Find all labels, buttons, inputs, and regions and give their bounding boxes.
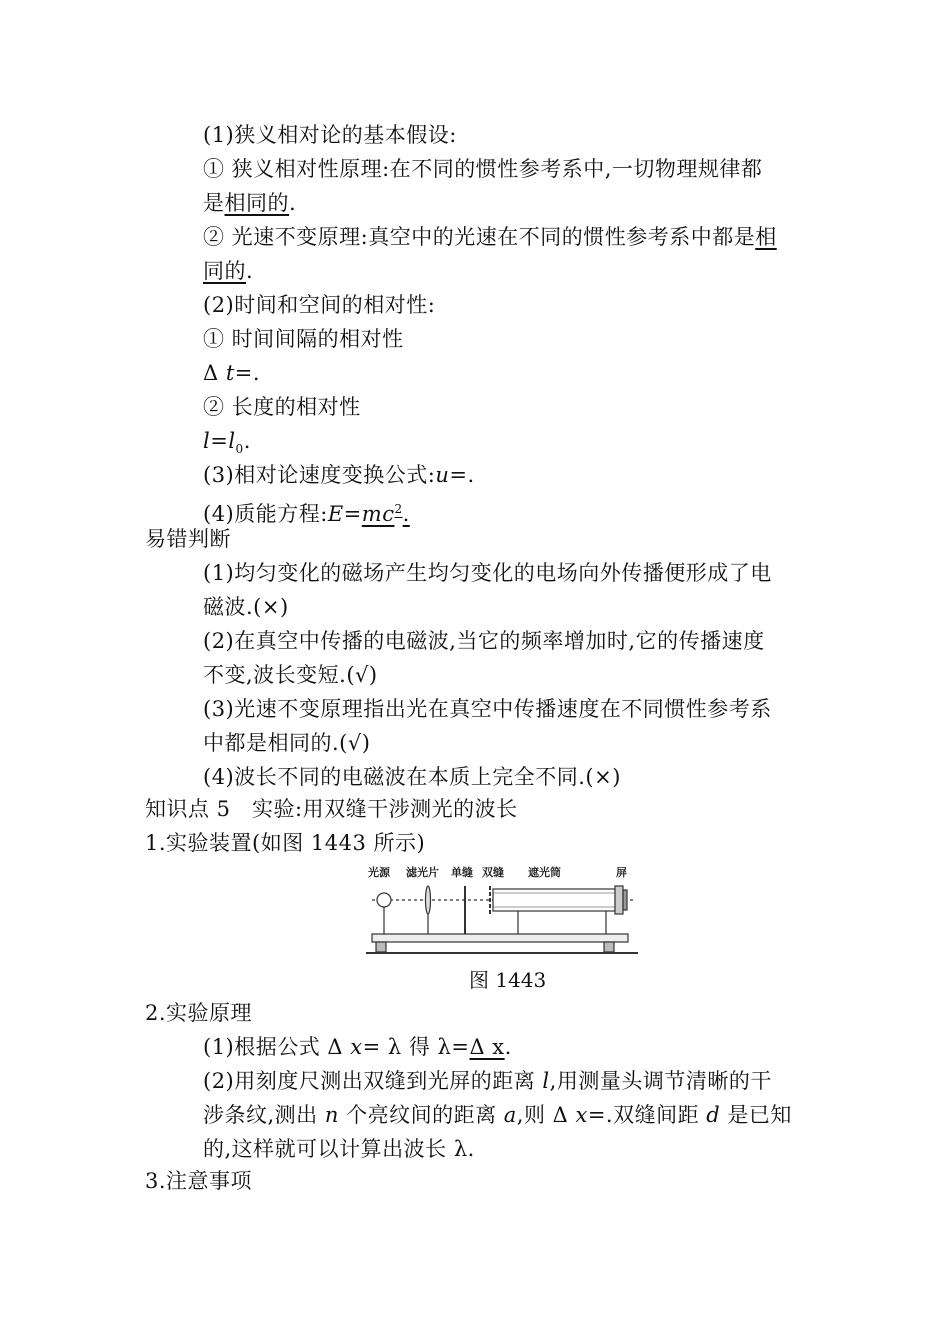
formula-mass-energy: (4)质能方程$:E=mc^2$. xyxy=(203,502,410,526)
judgement-2-cont: 不变,波长变短.(√) xyxy=(203,663,378,687)
light-source-bulb xyxy=(377,893,391,907)
principle-1: (1)根据公式 Δ x= λ 得 λ=Δ x. xyxy=(203,1035,512,1059)
judgement-1: (1)均匀变化的磁场产生均匀变化的电场向外传播便形成了电 xyxy=(203,561,772,585)
section-common-errors: 易错判断 xyxy=(145,527,231,551)
principle-2-cont: 涉条纹,测出 n 个亮纹间的距离 a,则 Δ x=.双缝间距 d 是已知 xyxy=(203,1103,792,1127)
section-experiment-setup: 1.实验装置(如图 1443 所示) xyxy=(145,831,426,855)
para-basic-assumptions-heading: (1)狭义相对论的基本假设: xyxy=(203,123,457,147)
shade-tube xyxy=(493,889,615,911)
para-light-speed-principle: ② 光速不变原理:真空中的光速在不同的惯性参考系中都是相 xyxy=(203,225,777,249)
optical-bench xyxy=(372,934,628,942)
experiment-apparatus-figure xyxy=(362,864,642,964)
section-experiment-principle: 2.实验原理 xyxy=(145,1001,253,1025)
knowledge-point-5-heading: 知识点 5 实验:用双缝干涉测光的波长 xyxy=(145,797,518,821)
para-relativity-principle: ① 狭义相对性原理:在不同的惯性参考系中,一切物理规律都 xyxy=(203,157,763,181)
principle-2-cont2: 的,这样就可以计算出波长 λ. xyxy=(203,1137,475,1161)
judgement-3-cont: 中都是相同的.(√) xyxy=(203,731,371,755)
label-screen: 屏 xyxy=(616,866,627,879)
principle-2: (2)用刻度尺测出双缝到光屏的距离 l,用测量头调节清晰的干 xyxy=(203,1069,772,1093)
viewing-screen xyxy=(615,886,623,914)
figure-caption: 图 1443 xyxy=(469,968,547,992)
label-double-slit: 双缝 xyxy=(482,866,504,879)
para-length: ② 长度的相对性 xyxy=(203,395,361,419)
filter-lens xyxy=(426,886,431,914)
para-light-speed-principle-cont: 同的. xyxy=(203,259,254,283)
label-single-slit: 单缝 xyxy=(451,866,473,879)
formula-velocity-transform: (3)相对论速度变换公式:u=. xyxy=(203,463,475,487)
judgement-1-cont: 磁波.(×) xyxy=(203,595,289,619)
label-shade-tube: 遮光筒 xyxy=(528,866,561,879)
section-precautions: 3.注意事项 xyxy=(145,1169,253,1193)
para-relativity-principle-cont: 是相同的. xyxy=(203,191,297,215)
para-time-interval: ① 时间间隔的相对性 xyxy=(203,327,404,351)
judgement-4: (4)波长不同的电磁波在本质上完全不同.(×) xyxy=(203,765,621,789)
answer-delta-x: Δ x xyxy=(469,1035,505,1059)
formula-length: $l=l_0$. xyxy=(203,429,251,457)
answer-mc2: mc xyxy=(361,502,395,526)
label-light-source: 光源 xyxy=(368,866,390,879)
label-filter: 滤光片 xyxy=(406,866,439,879)
judgement-3: (3)光速不变原理指出光在真空中传播速度在不同惯性参考系 xyxy=(203,697,772,721)
answer-same: 相同的 xyxy=(224,191,289,215)
formula-delta-t: Δ t=. xyxy=(203,361,261,385)
para-time-space-heading: (2)时间和空间的相对性: xyxy=(203,293,436,317)
judgement-2: (2)在真空中传播的电磁波,当它的频率增加时,它的传播速度 xyxy=(203,629,765,653)
